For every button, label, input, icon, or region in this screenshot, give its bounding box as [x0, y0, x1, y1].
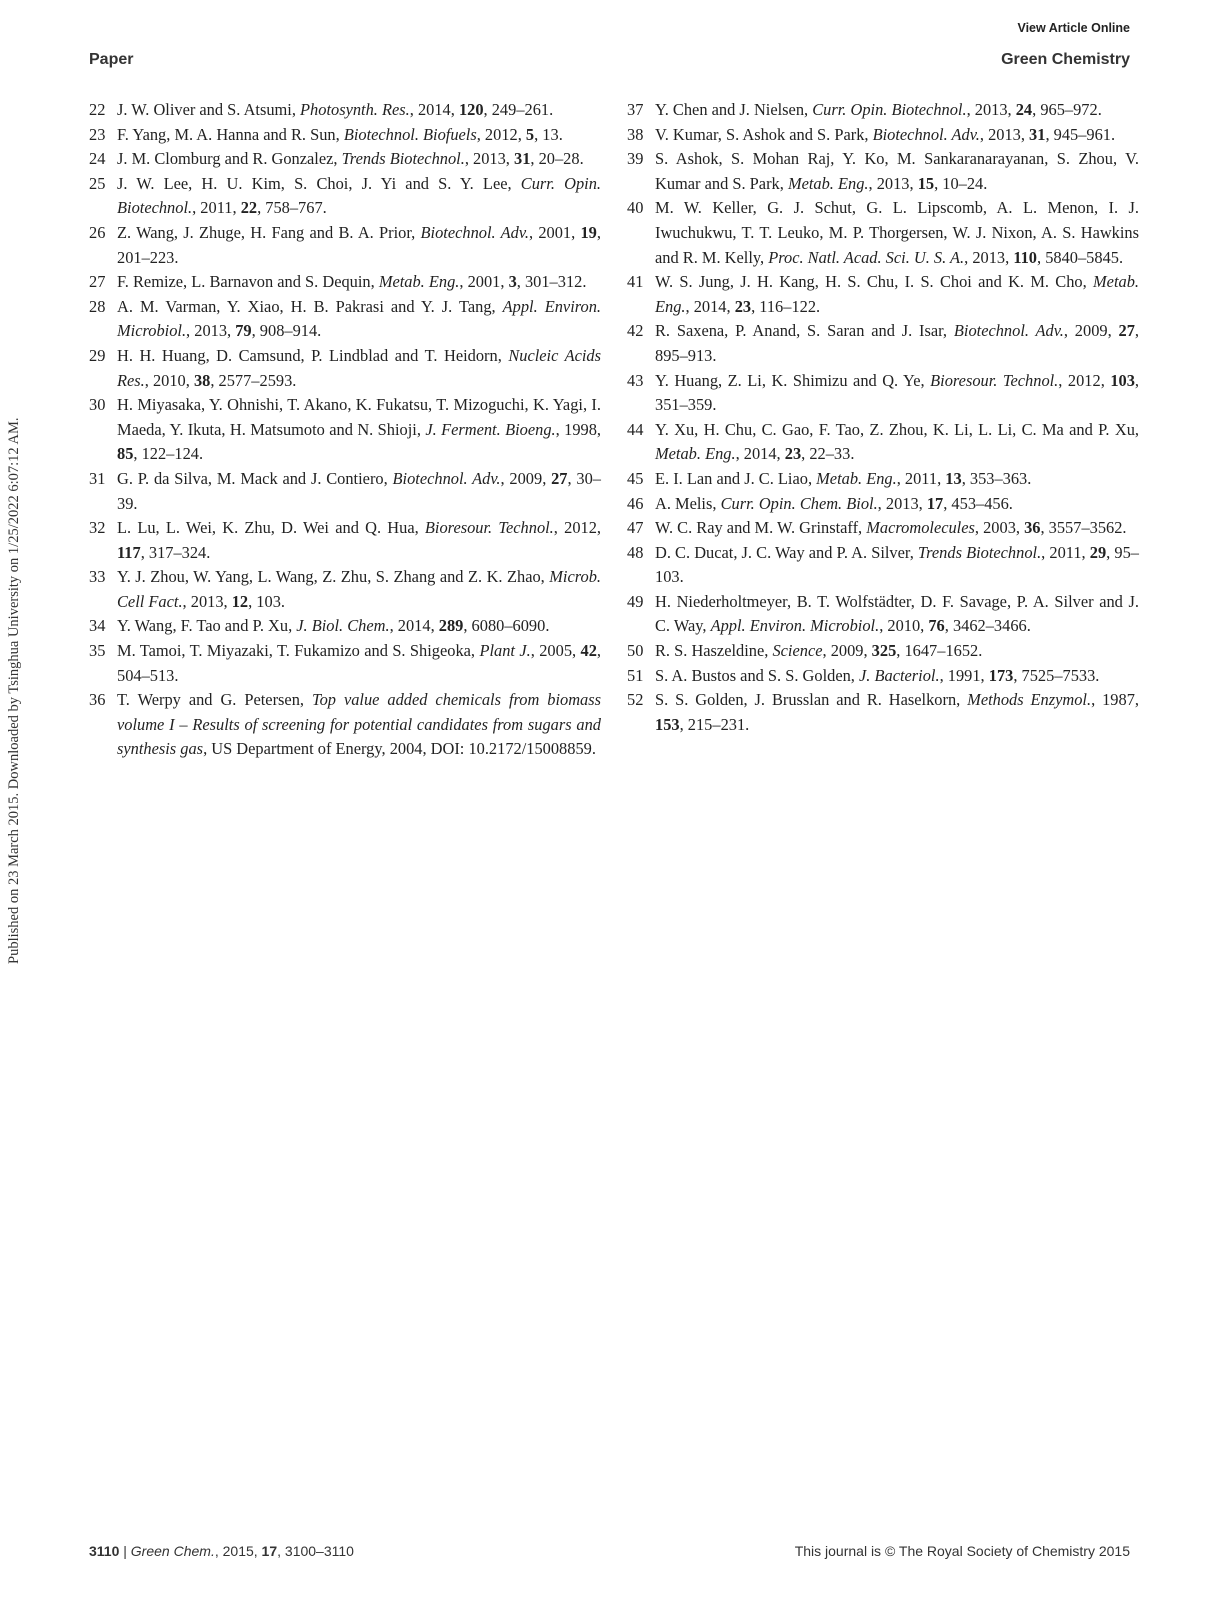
- reference-number: 52: [627, 690, 644, 710]
- reference-text: R. S. Haszeldine,: [655, 641, 773, 661]
- journal-title: Proc. Natl. Acad. Sci. U. S. A.: [768, 247, 965, 267]
- reference-text: , 20–28.: [530, 149, 584, 169]
- volume-number: 31: [1029, 124, 1046, 144]
- reference-number: 41: [627, 272, 644, 292]
- reference-item: [627, 369, 1139, 418]
- reference-item: [627, 492, 1139, 517]
- journal-title: Bioresour. Technol.: [424, 518, 554, 538]
- reference-text: , 2011,: [192, 198, 241, 218]
- volume-number: 110: [1013, 247, 1037, 267]
- journal-title: Curr. Opin. Chem. Biol.: [720, 493, 878, 513]
- reference-item: [627, 688, 1139, 737]
- reference-number: 51: [627, 665, 644, 685]
- reference-text: J. W. Lee, H. U. Kim, S. Choi, J. Yi and S. Y. Lee,: [117, 173, 521, 193]
- footer-separator: |: [123, 1543, 127, 1559]
- section-label: Paper: [89, 51, 134, 68]
- reference-text: , 3462–3466.: [944, 616, 1031, 636]
- reference-number: 35: [89, 641, 106, 661]
- reference-text: , 453–456.: [943, 493, 1013, 513]
- reference-text: , 215–231.: [679, 714, 750, 734]
- reference-item: [627, 639, 1139, 664]
- reference-number: 25: [89, 173, 106, 193]
- journal-title: Biotechnol. Adv.: [872, 124, 980, 144]
- reference-text: H. Miyasaka, Y. Ohnishi, T. Akano, K. Fukatsu, T. Mizoguchi, K. Yagi, I. Maeda, Y. Ikuta, H. Matsumoto and N. Shioji,: [117, 395, 601, 439]
- journal-title: Bioresour. Technol.: [930, 370, 1059, 390]
- journal-title: Methods Enzymol.: [967, 690, 1092, 710]
- footer-journal-abbrev: Green Chem.: [130, 1543, 215, 1559]
- journal-title: Nucleic Acids Res.: [117, 345, 601, 390]
- reference-number: 46: [627, 493, 644, 513]
- reference-text: , 351–359.: [655, 370, 1140, 415]
- reference-text: F. Remize, L. Barnavon and S. Dequin,: [117, 272, 379, 292]
- reference-text: , 2014,: [389, 616, 439, 636]
- reference-text: , 2013,: [979, 124, 1030, 144]
- reference-item: [89, 221, 601, 270]
- reference-number: 30: [89, 395, 106, 415]
- reference-text: , 2012,: [1058, 370, 1111, 390]
- reference-item: [627, 590, 1139, 639]
- reference-text: , 895–913.: [655, 321, 1140, 365]
- volume-number: 289: [438, 616, 464, 636]
- reference-text: D. C. Ducat, J. C. Way and P. A. Silver,: [655, 542, 918, 562]
- volume-number: 117: [117, 542, 141, 562]
- reference-text: , 504–513.: [117, 641, 602, 685]
- reference-item: [627, 319, 1139, 368]
- reference-number: 45: [627, 468, 644, 488]
- reference-number: 22: [89, 100, 106, 119]
- reference-text: , 103.: [248, 591, 285, 611]
- journal-title: Trends Biotechnol.: [917, 542, 1042, 562]
- reference-text: S. A. Bustos and S. S. Golden,: [655, 665, 860, 685]
- reference-text: , 2014,: [685, 296, 735, 316]
- reference-text: S. Ashok, S. Mohan Raj, Y. Ko, M. Sankaranarayanan, S. Zhou, V. Kumar and S. Park,: [655, 149, 1139, 193]
- journal-title: Plant J.: [479, 641, 531, 661]
- reference-text: L. Lu, L. Wei, K. Zhu, D. Wei and Q. Hua,: [117, 518, 425, 538]
- reference-item: [627, 541, 1139, 590]
- reference-number: 23: [89, 124, 106, 144]
- reference-item: [627, 516, 1139, 541]
- reference-number: 37: [627, 100, 644, 119]
- reference-text: E. I. Lan and J. C. Liao,: [655, 468, 817, 488]
- reference-text: V. Kumar, S. Ashok and S. Park,: [655, 124, 873, 144]
- reference-number: 34: [89, 616, 106, 636]
- reference-number: 33: [89, 567, 106, 587]
- reference-text: , 2003,: [974, 518, 1025, 538]
- reference-text: A. Melis,: [655, 493, 721, 513]
- volume-number: 29: [1089, 542, 1107, 562]
- download-watermark: Published on 23 March 2015. Downloaded by Tsinghua University on 1/25/2022 6:07:12 AM.: [6, 417, 22, 964]
- reference-text: , 353–363.: [961, 468, 1032, 488]
- reference-text: Y. J. Zhou, W. Yang, L. Wang, Z. Zhu, S. Zhang and Z. K. Zhao,: [117, 567, 550, 587]
- volume-number: 79: [235, 321, 252, 341]
- reference-number: 42: [627, 321, 644, 341]
- reference-text: , 249–261.: [483, 100, 554, 119]
- reference-text: , 6080–6090.: [463, 616, 550, 636]
- journal-title: Metab. Eng.: [787, 173, 869, 193]
- volume-number: 27: [1118, 321, 1135, 341]
- reference-text: , 30–39.: [117, 468, 601, 513]
- reference-number: 50: [627, 641, 644, 661]
- reference-text: , 5840–5845.: [1037, 247, 1124, 267]
- volume-number: 12: [231, 591, 249, 611]
- reference-item: [89, 516, 601, 565]
- reference-number: 27: [89, 272, 106, 292]
- reference-item: [89, 98, 601, 123]
- reference-text: G. P. da Silva, M. Mack and J. Contiero,: [117, 468, 393, 488]
- reference-item: [627, 147, 1139, 196]
- volume-number: 325: [871, 641, 897, 661]
- reference-text: Y. Huang, Z. Li, K. Shimizu and Q. Ye,: [655, 370, 931, 390]
- journal-title: Top value added chemicals from biomass volume I – Results of screening for potential candidates from sugars and synthesis gas: [117, 690, 602, 759]
- reference-text: , 945–961.: [1045, 124, 1116, 144]
- reference-text: , 317–324.: [140, 542, 211, 562]
- reference-text: , 2013,: [868, 173, 918, 193]
- journal-title: Metab. Eng.: [378, 272, 460, 292]
- journal-title: J. Biol. Chem.: [296, 616, 390, 636]
- reference-text: , 95–103.: [655, 542, 1139, 587]
- reference-number: 24: [89, 149, 106, 169]
- reference-text: , 2013,: [877, 493, 927, 513]
- reference-text: M. Tamoi, T. Miyazaki, T. Fukamizo and S. Shigeoka,: [117, 641, 480, 661]
- reference-item: [627, 418, 1139, 467]
- reference-item: [627, 98, 1139, 123]
- reference-item: [89, 344, 601, 393]
- volume-number: 27: [551, 468, 568, 488]
- volume-number: 38: [193, 370, 211, 390]
- reference-text: , 2013,: [964, 247, 1014, 267]
- volume-number: 23: [734, 296, 752, 316]
- journal-title: Appl. Environ. Microbiol.: [710, 616, 880, 636]
- reference-text: , 1998,: [555, 419, 601, 439]
- volume-number: 36: [1024, 518, 1041, 538]
- reference-item: [89, 295, 601, 344]
- reference-list-left: [89, 98, 601, 762]
- reference-text: S. S. Golden, J. Brusslan and R. Haselkorn,: [655, 690, 968, 710]
- journal-title: Biotechnol. Adv.: [392, 468, 501, 488]
- view-article-online-link[interactable]: View Article Online: [1017, 21, 1130, 35]
- reference-text: , 3557–3562.: [1040, 518, 1127, 538]
- journal-title: Biotechnol. Biofuels: [343, 124, 477, 144]
- reference-item: [89, 123, 601, 148]
- volume-number: 19: [580, 222, 597, 242]
- reference-text: , 2577–2593.: [210, 370, 297, 390]
- journal-title: Curr. Opin. Biotechnol.: [117, 173, 601, 218]
- reference-item: [89, 565, 601, 614]
- reference-text: , 965–972.: [1032, 100, 1102, 119]
- reference-number: 31: [89, 468, 106, 488]
- reference-text: Y. Wang, F. Tao and P. Xu,: [117, 616, 297, 636]
- reference-text: , 2009,: [500, 468, 552, 488]
- journal-title: Microb. Cell Fact.: [117, 567, 601, 611]
- reference-text: , 13.: [534, 124, 563, 144]
- volume-number: 173: [988, 665, 1014, 685]
- reference-item: [627, 196, 1139, 270]
- reference-text: , 2001,: [459, 272, 509, 292]
- reference-item: [89, 172, 601, 221]
- reference-text: , 116–122.: [751, 296, 821, 316]
- reference-text: , 2010,: [879, 616, 929, 636]
- reference-text: , 10–24.: [934, 173, 988, 193]
- reference-item: [627, 467, 1139, 492]
- journal-title: Metab. Eng.: [655, 444, 736, 464]
- reference-text: , 908–914.: [251, 321, 322, 341]
- footer-pages: , 3100–3110: [277, 1543, 354, 1559]
- journal-title: J. Bacteriol.: [859, 665, 940, 685]
- reference-text: A. M. Varman, Y. Xiao, H. B. Pakrasi and Y. J. Tang,: [117, 296, 503, 316]
- reference-text: Z. Wang, J. Zhuge, H. Fang and B. A. Prior,: [117, 222, 421, 242]
- reference-text: F. Yang, M. A. Hanna and R. Sun,: [117, 124, 344, 144]
- reference-text: , 2014,: [409, 100, 459, 119]
- reference-text: , 2011,: [896, 468, 946, 488]
- volume-number: 103: [1110, 370, 1135, 390]
- journal-title: Science: [772, 641, 823, 661]
- reference-text: , 2005,: [530, 641, 581, 661]
- reference-item: [89, 467, 601, 516]
- reference-text: , 2012,: [476, 124, 526, 144]
- volume-number: 22: [240, 198, 258, 218]
- reference-number: 32: [89, 518, 106, 538]
- reference-number: 44: [627, 419, 644, 439]
- reference-text: , US Department of Energy, 2004, DOI: 10.2172/15008859.: [203, 739, 596, 759]
- reference-text: , 7525–7533.: [1013, 665, 1100, 685]
- reference-text: T. Werpy and G. Petersen,: [117, 690, 312, 710]
- reference-number: 26: [89, 222, 106, 242]
- journal-title: J. Ferment. Bioeng.: [425, 419, 556, 439]
- reference-number: 36: [89, 690, 106, 710]
- journal-title: Biotechnol. Adv.: [420, 222, 529, 242]
- reference-number: 39: [627, 149, 644, 169]
- reference-text: W. S. Jung, J. H. Kang, H. S. Chu, I. S. Choi and K. M. Cho,: [655, 272, 1094, 292]
- reference-text: , 2014,: [735, 444, 785, 464]
- reference-text: , 22–33.: [801, 444, 855, 464]
- volume-number: 120: [458, 100, 484, 119]
- reference-text: , 2013,: [966, 100, 1016, 119]
- journal-title: Photosynth. Res.: [300, 100, 410, 119]
- volume-number: 24: [1015, 100, 1033, 119]
- reference-number: 47: [627, 518, 644, 538]
- reference-number: 49: [627, 591, 644, 611]
- reference-list-right: [627, 98, 1139, 737]
- reference-text: , 2013,: [186, 321, 236, 341]
- reference-text: , 1647–1652.: [896, 641, 983, 661]
- reference-text: , 2011,: [1041, 542, 1090, 562]
- reference-number: 28: [89, 296, 106, 316]
- page-footer-citation: [89, 1543, 354, 1559]
- reference-item: [89, 688, 601, 762]
- reference-item: [627, 270, 1139, 319]
- volume-number: 17: [926, 493, 944, 513]
- volume-number: 42: [580, 641, 597, 661]
- volume-number: 5: [525, 124, 535, 144]
- footer-volume: 17: [261, 1543, 278, 1559]
- reference-item: [89, 147, 601, 172]
- reference-number: 43: [627, 370, 644, 390]
- reference-item: [89, 393, 601, 467]
- reference-text: J. W. Oliver and S. Atsumi,: [117, 100, 301, 119]
- reference-number: 38: [627, 124, 644, 144]
- volume-number: 3: [508, 272, 517, 292]
- reference-text: Y. Xu, H. Chu, C. Gao, F. Tao, Z. Zhou, K. Li, L. Li, C. Ma and P. Xu,: [655, 419, 1139, 439]
- reference-text: , 2013,: [182, 591, 232, 611]
- reference-number: 48: [627, 542, 644, 562]
- reference-text: , 201–223.: [117, 222, 601, 267]
- reference-text: H. Niederholtmeyer, B. T. Wolfstädter, D. F. Savage, P. A. Silver and J. C. Way,: [655, 591, 1139, 636]
- reference-text: , 758–767.: [257, 198, 327, 218]
- page-number: 3110: [89, 1543, 120, 1559]
- reference-text: R. Saxena, P. Anand, S. Saran and J. Isar,: [655, 321, 954, 341]
- journal-title: Metab. Eng.: [655, 272, 1139, 316]
- reference-text: J. M. Clomburg and R. Gonzalez,: [117, 149, 342, 169]
- reference-text: , 2012,: [553, 518, 602, 538]
- volume-number: 23: [784, 444, 802, 464]
- volume-number: 31: [514, 149, 531, 169]
- reference-item: [627, 123, 1139, 148]
- journal-title: Metab. Eng.: [816, 468, 897, 488]
- journal-title: Macromolecules: [866, 518, 975, 538]
- volume-number: 76: [928, 616, 945, 636]
- reference-number: 29: [89, 345, 106, 365]
- reference-text: W. C. Ray and M. W. Grinstaff,: [655, 518, 867, 538]
- journal-title: Curr. Opin. Biotechnol.: [812, 100, 967, 119]
- reference-text: , 2009,: [822, 641, 872, 661]
- reference-item: [89, 614, 601, 639]
- reference-text: , 2013,: [464, 149, 514, 169]
- reference-item: [89, 270, 601, 295]
- journal-title: Trends Biotechnol.: [341, 149, 465, 169]
- reference-text: , 2001,: [528, 222, 581, 242]
- copyright-notice: This journal is © The Royal Society of Chemistry 2015: [794, 1543, 1130, 1559]
- reference-text: , 2010,: [144, 370, 194, 390]
- reference-item: [89, 639, 601, 688]
- reference-text: M. W. Keller, G. J. Schut, G. L. Lipscomb, A. L. Menon, I. J. Iwuchukwu, T. T. Leuko, M. P. Thorgersen, W. J. Nixon, A. S. Hawkins and R. M. Kelly,: [655, 198, 1139, 267]
- volume-number: 153: [655, 714, 680, 734]
- journal-title: Biotechnol. Adv.: [953, 321, 1064, 341]
- reference-text: , 1987,: [1091, 690, 1139, 710]
- journal-title: Appl. Environ. Microbiol.: [117, 296, 602, 341]
- journal-name: Green Chemistry: [1001, 51, 1130, 68]
- reference-text: , 1991,: [939, 665, 989, 685]
- reference-text: , 301–312.: [516, 272, 587, 292]
- footer-year: , 2015,: [214, 1543, 262, 1559]
- volume-number: 15: [917, 173, 935, 193]
- reference-text: Y. Chen and J. Nielsen,: [655, 100, 813, 119]
- reference-text: , 122–124.: [133, 444, 204, 464]
- volume-number: 85: [117, 444, 134, 464]
- reference-text: H. H. Huang, D. Camsund, P. Lindblad and T. Heidorn,: [117, 345, 509, 365]
- reference-text: , 2009,: [1063, 321, 1119, 341]
- reference-item: [627, 664, 1139, 689]
- volume-number: 13: [945, 468, 962, 488]
- reference-number: 40: [627, 198, 644, 218]
